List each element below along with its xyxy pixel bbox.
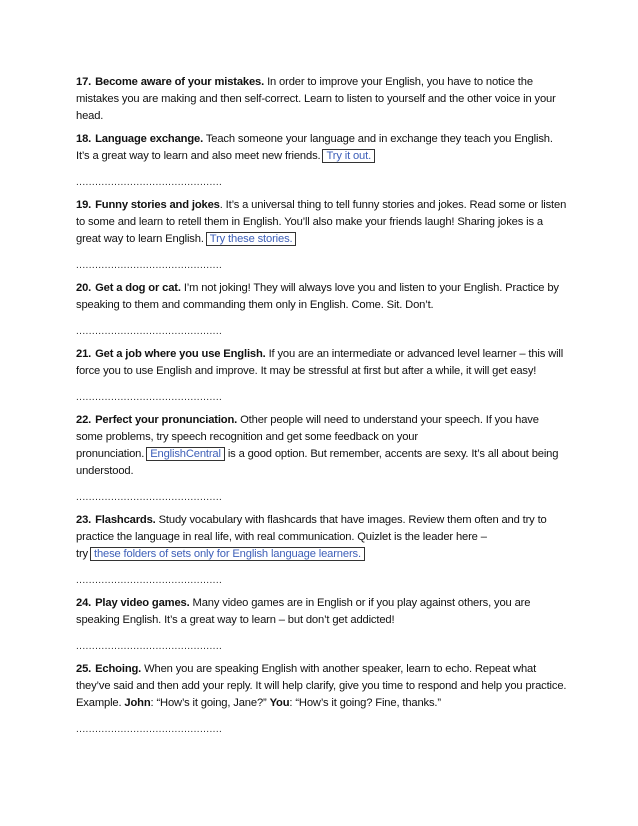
englishcentral-link[interactable]: EnglishCentral <box>146 447 225 461</box>
tip-body: If you are an intermediate or advanced level learner – this will force you to use English and improve. It may be stressful at first but after a while, it will get easy! <box>76 348 564 377</box>
tip-heading: Language exchange. <box>95 133 204 145</box>
separator: .............................................. <box>76 724 223 735</box>
tip-heading: Get a job where you use English. <box>95 348 266 360</box>
tip-25 <box>76 661 568 712</box>
tip-20 <box>76 280 568 314</box>
tip-heading: Funny stories and jokes <box>95 199 220 211</box>
tip-heading: Become aware of your mistakes. <box>95 76 265 88</box>
dialogue-line-you: : “How’s it going? Fine, thanks.” <box>289 697 441 709</box>
tip-21 <box>76 346 568 380</box>
tip-body: Teach someone your language and in exchange they teach you English. It’s a great way to learn and also meet new friends. <box>76 133 553 162</box>
dialogue-speaker-you: You <box>269 697 290 709</box>
separator: .............................................. <box>76 392 223 403</box>
tip-number: 20. <box>76 282 92 294</box>
tip-heading: Echoing. <box>95 663 142 675</box>
tip-body: Study vocabulary with flashcards that have images. Review them often and try to practice the language in real life, with real communication. Quizlet is the leader here – try <box>76 514 547 560</box>
separator: .............................................. <box>76 260 223 271</box>
tip-body-continued: is a good option. But remember, accents are sexy. It’s all about being understood. <box>76 448 559 477</box>
tip-number: 22. <box>76 414 92 426</box>
tip-18 <box>76 131 568 165</box>
tip-body: When you are speaking English with another speaker, learn to echo. Repeat what they’ve said and then add your reply. It will help clarify, give you time to respond and help you practice. Example. <box>76 663 567 709</box>
quizlet-folders-link[interactable]: these folders of sets only for English language learners. <box>90 547 365 561</box>
tip-heading: Perfect your pronunciation. <box>95 414 238 426</box>
tip-heading: Flashcards. <box>95 514 156 526</box>
tip-number: 19. <box>76 199 92 211</box>
separator: .............................................. <box>76 177 223 188</box>
tip-17 <box>76 74 568 125</box>
try-it-out-link[interactable]: Try it out. <box>322 149 375 163</box>
separator: .............................................. <box>76 492 223 503</box>
tips-list <box>76 74 568 744</box>
tip-number: 18. <box>76 133 92 145</box>
tip-body: . It’s a universal thing to tell funny stories and jokes. Read some or listen to some and learn to retell them in English. You’ll also make your friends laugh! Sharing jokes is a great way to learn English. <box>76 199 567 245</box>
tip-19 <box>76 197 568 248</box>
tip-heading: Play video games. <box>95 597 190 609</box>
separator: .............................................. <box>76 575 223 586</box>
tip-body: Other people will need to understand your speech. If you have some problems, try speech recognition and get some feedback on your pronunciation. <box>76 414 539 460</box>
tip-24 <box>76 595 568 629</box>
tip-number: 21. <box>76 348 92 360</box>
tip-number: 23. <box>76 514 92 526</box>
tip-number: 24. <box>76 597 92 609</box>
dialogue-speaker-john: John <box>124 697 151 709</box>
tip-23 <box>76 512 568 563</box>
tip-number: 17. <box>76 76 92 88</box>
tip-body: I’m not joking! They will always love you and listen to your English. Practice by speaking to them and commanding them only in English. Come. Sit. Don’t. <box>76 282 559 311</box>
tip-body: Many video games are in English or if you play against others, you are speaking English. It’s a great way to learn – but don’t get addicted! <box>76 597 531 626</box>
dialogue-line-john: : “How’s it going, Jane?” <box>150 697 267 709</box>
separator: .............................................. <box>76 641 223 652</box>
tip-22 <box>76 412 568 480</box>
tip-heading: Get a dog or cat. <box>95 282 181 294</box>
try-these-stories-link[interactable]: Try these stories. <box>206 232 297 246</box>
tip-number: 25. <box>76 663 92 675</box>
separator: .............................................. <box>76 326 223 337</box>
tip-body: In order to improve your English, you have to notice the mistakes you are making and then self-correct. Learn to listen to yourself and the other voice in your head. <box>76 76 556 122</box>
